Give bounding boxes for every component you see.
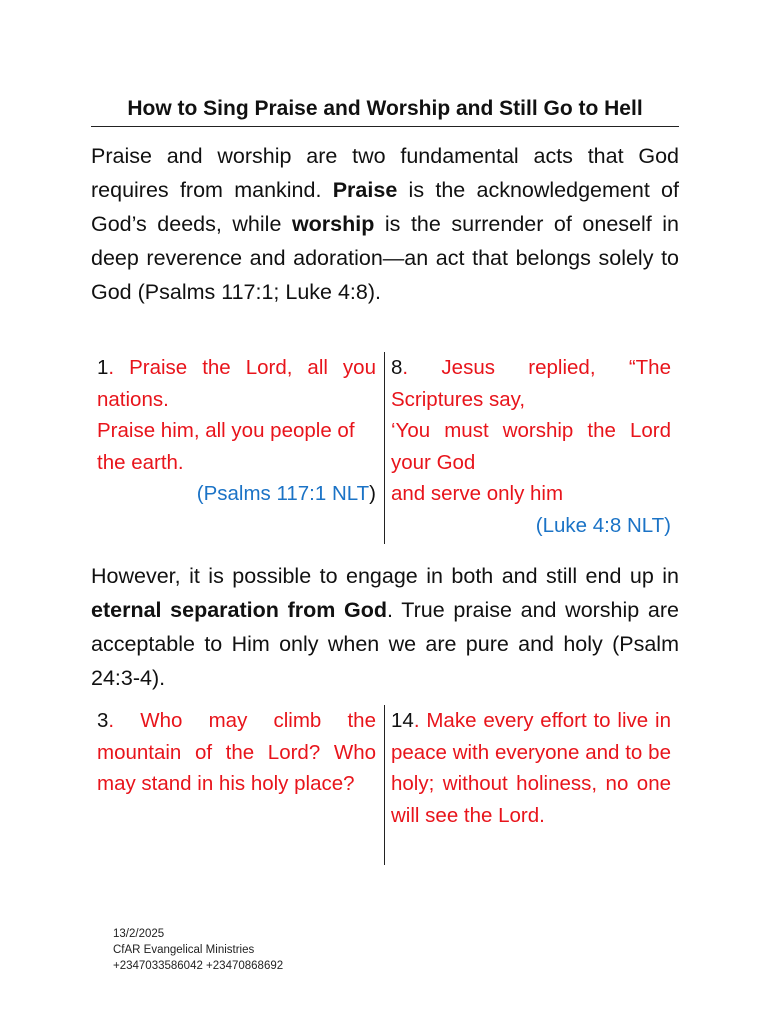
verse-number: 14 <box>391 709 414 732</box>
body-text-1: However, it is possible to engage in both and still end up in <box>91 564 679 588</box>
eternal-separation-term: eternal separation from God <box>91 598 388 622</box>
verse-reference: (Luke 4:8 NLT) <box>535 513 671 537</box>
footer-phones: +2347033586042 +23470868692 <box>113 960 284 972</box>
verse-number: 8 <box>391 356 403 379</box>
verse-text: . Jesus replied, “The Scriptures say, <box>391 356 671 411</box>
document-title: How to Sing Praise and Worship and Still Go to Hell <box>91 92 679 127</box>
verse-text: . Make every effort to live in peace with everyone and to be holy; without holiness, no one will see the Lord. <box>391 709 671 827</box>
footer <box>113 926 283 974</box>
verse-text: Praise him, all you people of the earth. <box>97 419 355 474</box>
verse-text: . Praise the Lord, all you nations. <box>97 356 376 411</box>
intro-text-1: Praise and worship are two fundamental acts that God requires from mankind. <box>91 144 679 202</box>
praise-term: Praise <box>332 178 398 202</box>
footer-date: 13/2/2025 <box>113 928 165 940</box>
worship-term: worship <box>291 212 375 236</box>
reference-close: ) <box>369 482 376 506</box>
footer-organization: CfAR Evangelical Ministries <box>113 944 255 956</box>
intro-text-3: is the surrender of oneself in deep reverence and adoration—an act that belongs solely to God (Psalms 117:1; Luke 4:8). <box>91 212 679 304</box>
body-text-2: . True praise and worship are acceptable to Him only when we are pure and holy (Psalm 24:3-4). <box>91 598 679 690</box>
verse-text: . Who may climb the mountain of the Lord? Who may stand in his holy place? <box>97 709 376 796</box>
verse-box-psalms-117 <box>91 352 385 544</box>
verse-reference <box>97 478 376 510</box>
verse-box-luke-4 <box>385 352 679 544</box>
verse-line <box>391 705 671 831</box>
verse-table-2 <box>91 705 679 865</box>
intro-text-2: is the acknowledgement of God’s deeds, while <box>91 178 679 236</box>
verse-box-hebrews-12 <box>385 705 679 865</box>
verse-text: ‘You must worship the Lord your God <box>391 419 671 474</box>
verse-table-1 <box>91 352 679 544</box>
verse-line <box>97 705 376 800</box>
verse-line <box>391 352 671 415</box>
verse-text: and serve only him <box>391 482 564 506</box>
verse-box-psalm-24 <box>91 705 385 865</box>
verse-number: 3 <box>97 709 109 732</box>
intro-paragraph <box>91 139 679 309</box>
verse-line <box>97 352 376 415</box>
reference-text: (Psalms 117:1 NLT <box>196 482 370 506</box>
verse-number: 1 <box>97 356 109 379</box>
body-paragraph <box>91 559 679 695</box>
